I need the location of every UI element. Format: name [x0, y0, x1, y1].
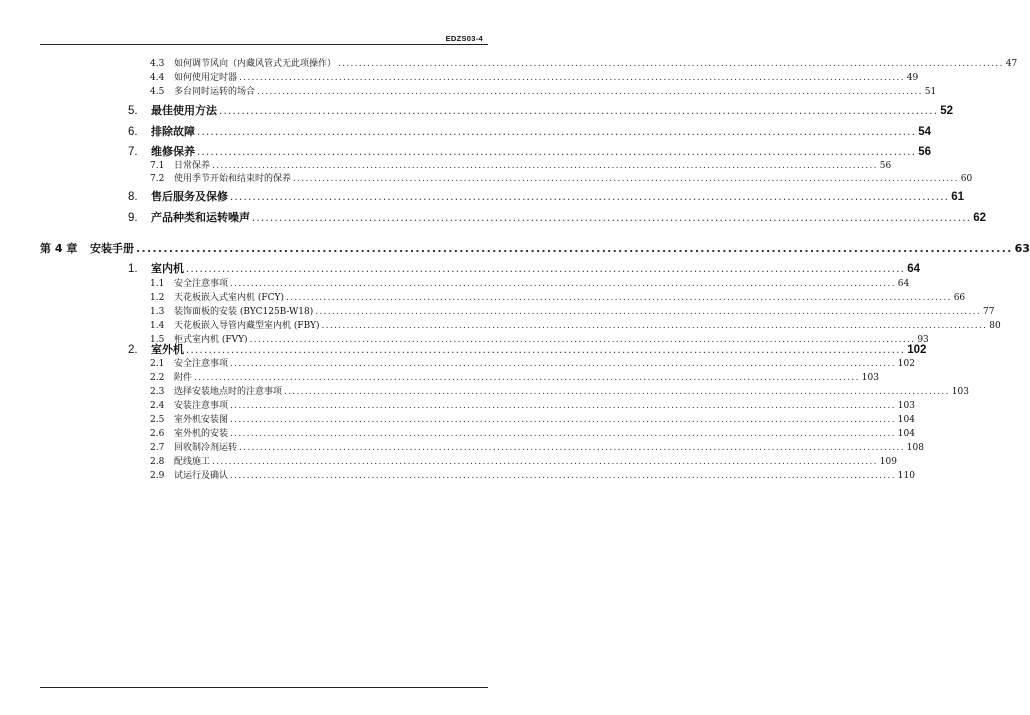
toc-entry-number: 2.9 — [150, 471, 165, 481]
toc-entry-page: 80 — [989, 321, 1001, 331]
toc-entry-title: 附件 — [174, 373, 193, 383]
toc-entry-page: 56 — [879, 161, 892, 171]
toc-entry[interactable] — [150, 398, 915, 411]
toc-leader-dots: ................................................................................................................................................................ — [230, 415, 896, 425]
toc-entry-number: 2.6 — [150, 429, 165, 439]
toc-entry-number: 2.2 — [150, 373, 165, 383]
toc-entry-title: 售后服务及保修 — [151, 190, 228, 203]
toc-entry-number: 4.4 — [150, 73, 165, 83]
toc-entry-title: 最佳使用方法 — [151, 104, 217, 117]
toc-entry[interactable] — [150, 171, 973, 184]
toc-leader-dots: ................................................................................................................................................................ — [230, 471, 896, 481]
toc-entry-title: 使用季节开始和结束时的保养 — [174, 174, 292, 184]
toc-entry[interactable] — [150, 290, 966, 303]
toc-entry-title: 如何调节风向（内藏风管式无此项操作） — [174, 59, 337, 69]
toc-leader-dots: ................................................................................................................................................................ — [230, 429, 896, 439]
toc-leader-dots: ................................................................................................................................................................ — [249, 335, 916, 345]
toc-entry-page: 51 — [924, 87, 937, 97]
toc-entry-title: 选择安装地点时的注意事项 — [174, 387, 283, 397]
toc-entry-number: 8. — [128, 191, 138, 203]
toc-entry-page: 110 — [897, 471, 915, 481]
toc-entry-title: 多台同时运转的场合 — [174, 87, 256, 97]
toc-leader-dots: ................................................................................................................................................................ — [285, 293, 952, 303]
toc-entry-page: 61 — [951, 191, 965, 203]
toc-entry[interactable] — [40, 240, 1030, 256]
toc-entry-number: 2.7 — [150, 443, 165, 453]
toc-entry-page: 102 — [897, 359, 915, 369]
toc-entry-title: 室外机的安装 — [174, 429, 229, 439]
toc-entry[interactable] — [128, 260, 921, 276]
toc-leader-dots: ................................................................................................................................................................ — [321, 321, 988, 331]
toc-leader-dots: ................................................................................................................................................................ — [230, 191, 950, 203]
toc-entry-number: 6. — [128, 126, 138, 138]
toc-leader-dots: ................................................................................................................................................................ — [212, 161, 878, 171]
toc-entry-page: 104 — [897, 415, 915, 425]
toc-entry-page: 103 — [951, 387, 969, 397]
toc-entry-number: 7.1 — [150, 161, 165, 171]
toc-entry-title: 室外机安装图 — [174, 415, 229, 425]
toc-leader-dots: ................................................................................................................................................................ — [186, 263, 906, 275]
toc-entry-title: 柜式室内机 (FVY) — [174, 335, 248, 345]
toc-leader-dots: ................................................................................................................................................................ — [197, 146, 917, 158]
toc-leader-dots: ................................................................................................................................................................ — [219, 105, 939, 117]
toc-entry[interactable] — [128, 209, 987, 225]
toc-entry-number: 9. — [128, 212, 138, 224]
toc-entry-number: 4.5 — [150, 87, 165, 97]
toc-leader-dots: ................................................................................................................................................................ — [194, 373, 860, 383]
toc-entry-title: 安装手册 — [90, 242, 134, 255]
toc-leader-dots: ................................................................................................................................................................ — [212, 457, 878, 467]
toc-entry-page: 102 — [907, 344, 927, 356]
toc-entry[interactable] — [150, 440, 924, 453]
toc-entry[interactable] — [150, 356, 915, 369]
toc-entry[interactable] — [150, 426, 915, 439]
toc-leader-dots: ................................................................................................................................................................ — [197, 126, 917, 138]
toc-entry-title: 安装注意事项 — [174, 401, 229, 411]
toc-entry[interactable] — [128, 341, 927, 357]
toc-entry-title: 维修保养 — [151, 145, 195, 158]
toc-entry-number: 1.5 — [150, 335, 165, 345]
toc-entry-title: 配线施工 — [174, 457, 211, 467]
toc-entry[interactable] — [150, 276, 910, 289]
toc-entry[interactable] — [150, 468, 915, 481]
toc-entry-number: 7. — [128, 146, 138, 158]
toc-entry-page: 64 — [907, 263, 921, 275]
toc-leader-dots: ................................................................................................................................................................ — [338, 59, 1004, 69]
toc-entry[interactable] — [128, 123, 932, 139]
toc-entry-title: 排除故障 — [151, 125, 195, 138]
toc-entry-page: 93 — [917, 335, 929, 345]
document-code: EDZS03-4 — [445, 34, 483, 43]
toc-entry-page: 104 — [897, 429, 915, 439]
toc-entry-number: 2.8 — [150, 457, 165, 467]
toc-entry[interactable] — [150, 454, 897, 467]
toc-entry[interactable] — [128, 143, 932, 159]
toc-entry-number: 4.3 — [150, 59, 165, 69]
toc-entry-title: 室外机 — [151, 343, 184, 356]
toc-entry-page: 47 — [1005, 59, 1018, 69]
toc-entry-page: 108 — [906, 443, 924, 453]
toc-leader-dots: ................................................................................................................................................................ — [252, 212, 972, 224]
toc-entry-page: 66 — [953, 293, 966, 303]
toc-entry[interactable] — [150, 70, 919, 83]
toc-entry[interactable] — [150, 158, 892, 171]
toc-leader-dots: ................................................................................................................................................................ — [239, 73, 905, 83]
toc-entry-title: 天花板嵌入式室内机 (FCY) — [174, 293, 284, 303]
toc-entry-number: 2. — [128, 344, 138, 356]
toc-entry-title: 日常保养 — [174, 161, 211, 171]
toc-entry-title: 装饰面板的安装 (BYC125B-W18) — [174, 307, 314, 317]
toc-entry[interactable] — [150, 412, 915, 425]
toc-entry-number: 2.3 — [150, 387, 165, 397]
toc-leader-dots: ................................................................................................................................................................ — [293, 174, 959, 184]
toc-leader-dots: ................................................................................................................................................................ — [230, 401, 896, 411]
toc-entry-title: 安全注意事项 — [174, 359, 229, 369]
toc-entry-title: 试运行及确认 — [174, 471, 229, 481]
toc-entry-page: 77 — [982, 307, 995, 317]
toc-entry[interactable] — [150, 384, 969, 397]
toc-entry-page: 64 — [897, 279, 910, 289]
toc-leader-dots: ................................................................................................................................................................ — [257, 87, 923, 97]
toc-entry-page: 56 — [918, 146, 932, 158]
toc-entry-title: 产品种类和运转噪声 — [151, 211, 250, 224]
toc-entry-number: 1.4 — [150, 321, 165, 331]
toc-entry[interactable] — [128, 102, 954, 118]
toc-entry-title: 如何使用定时器 — [174, 73, 238, 83]
toc-entry-page: 60 — [960, 174, 973, 184]
toc-entry-page: 49 — [906, 73, 919, 83]
toc-leader-dots: ................................................................................................................................................................ — [284, 387, 950, 397]
toc-entry-page: 52 — [940, 105, 954, 117]
toc-entry[interactable] — [128, 188, 965, 204]
toc-entry[interactable] — [150, 318, 1001, 331]
toc-entry[interactable] — [150, 56, 1018, 69]
toc-entry-page: 103 — [861, 373, 879, 383]
toc-entry-page: 54 — [918, 126, 932, 138]
toc-entry[interactable] — [150, 84, 937, 97]
toc-entry-page: 109 — [879, 457, 897, 467]
toc-entry-number: 2.5 — [150, 415, 165, 425]
toc-entry-number: 5. — [128, 105, 138, 117]
toc-entry-page: 103 — [897, 401, 915, 411]
toc-entry-page: 63 — [1014, 242, 1030, 255]
toc-leader-dots: ................................................................................................................................................................ — [230, 359, 896, 369]
toc-leader-dots: ................................................................................................................................................................ — [239, 443, 905, 453]
toc-leader-dots: ................................................................................................................................................................ — [186, 344, 906, 356]
toc-entry[interactable] — [150, 370, 879, 383]
footer-rule — [40, 687, 488, 688]
toc-leader-dots: ................................................................................................................................................................ — [315, 307, 981, 317]
toc-entry-number: 第 4 章 — [40, 242, 78, 255]
toc-leader-dots: ................................................................................................................................................................ — [230, 279, 896, 289]
toc-entry-title: 室内机 — [151, 262, 184, 275]
toc-entry-number: 1. — [128, 263, 138, 275]
toc-entry-number: 2.1 — [150, 359, 165, 369]
toc-entry-page: 62 — [973, 212, 987, 224]
header-rule — [40, 44, 488, 45]
toc-entry-title: 回收制冷剂运转 — [174, 443, 238, 453]
toc-entry[interactable] — [150, 304, 995, 317]
toc-leader-dots: ................................................................................................................................................................ — [136, 242, 1013, 255]
toc-entry-number: 7.2 — [150, 174, 165, 184]
toc-entry-title: 天花板嵌入导管内藏型室内机 (FBY) — [174, 321, 320, 331]
toc-entry-number: 1.2 — [150, 293, 165, 303]
toc-entry-number: 1.1 — [150, 279, 165, 289]
toc-entry-number: 2.4 — [150, 401, 165, 411]
toc-entry-number: 1.3 — [150, 307, 165, 317]
toc-entry-title: 安全注意事项 — [174, 279, 229, 289]
